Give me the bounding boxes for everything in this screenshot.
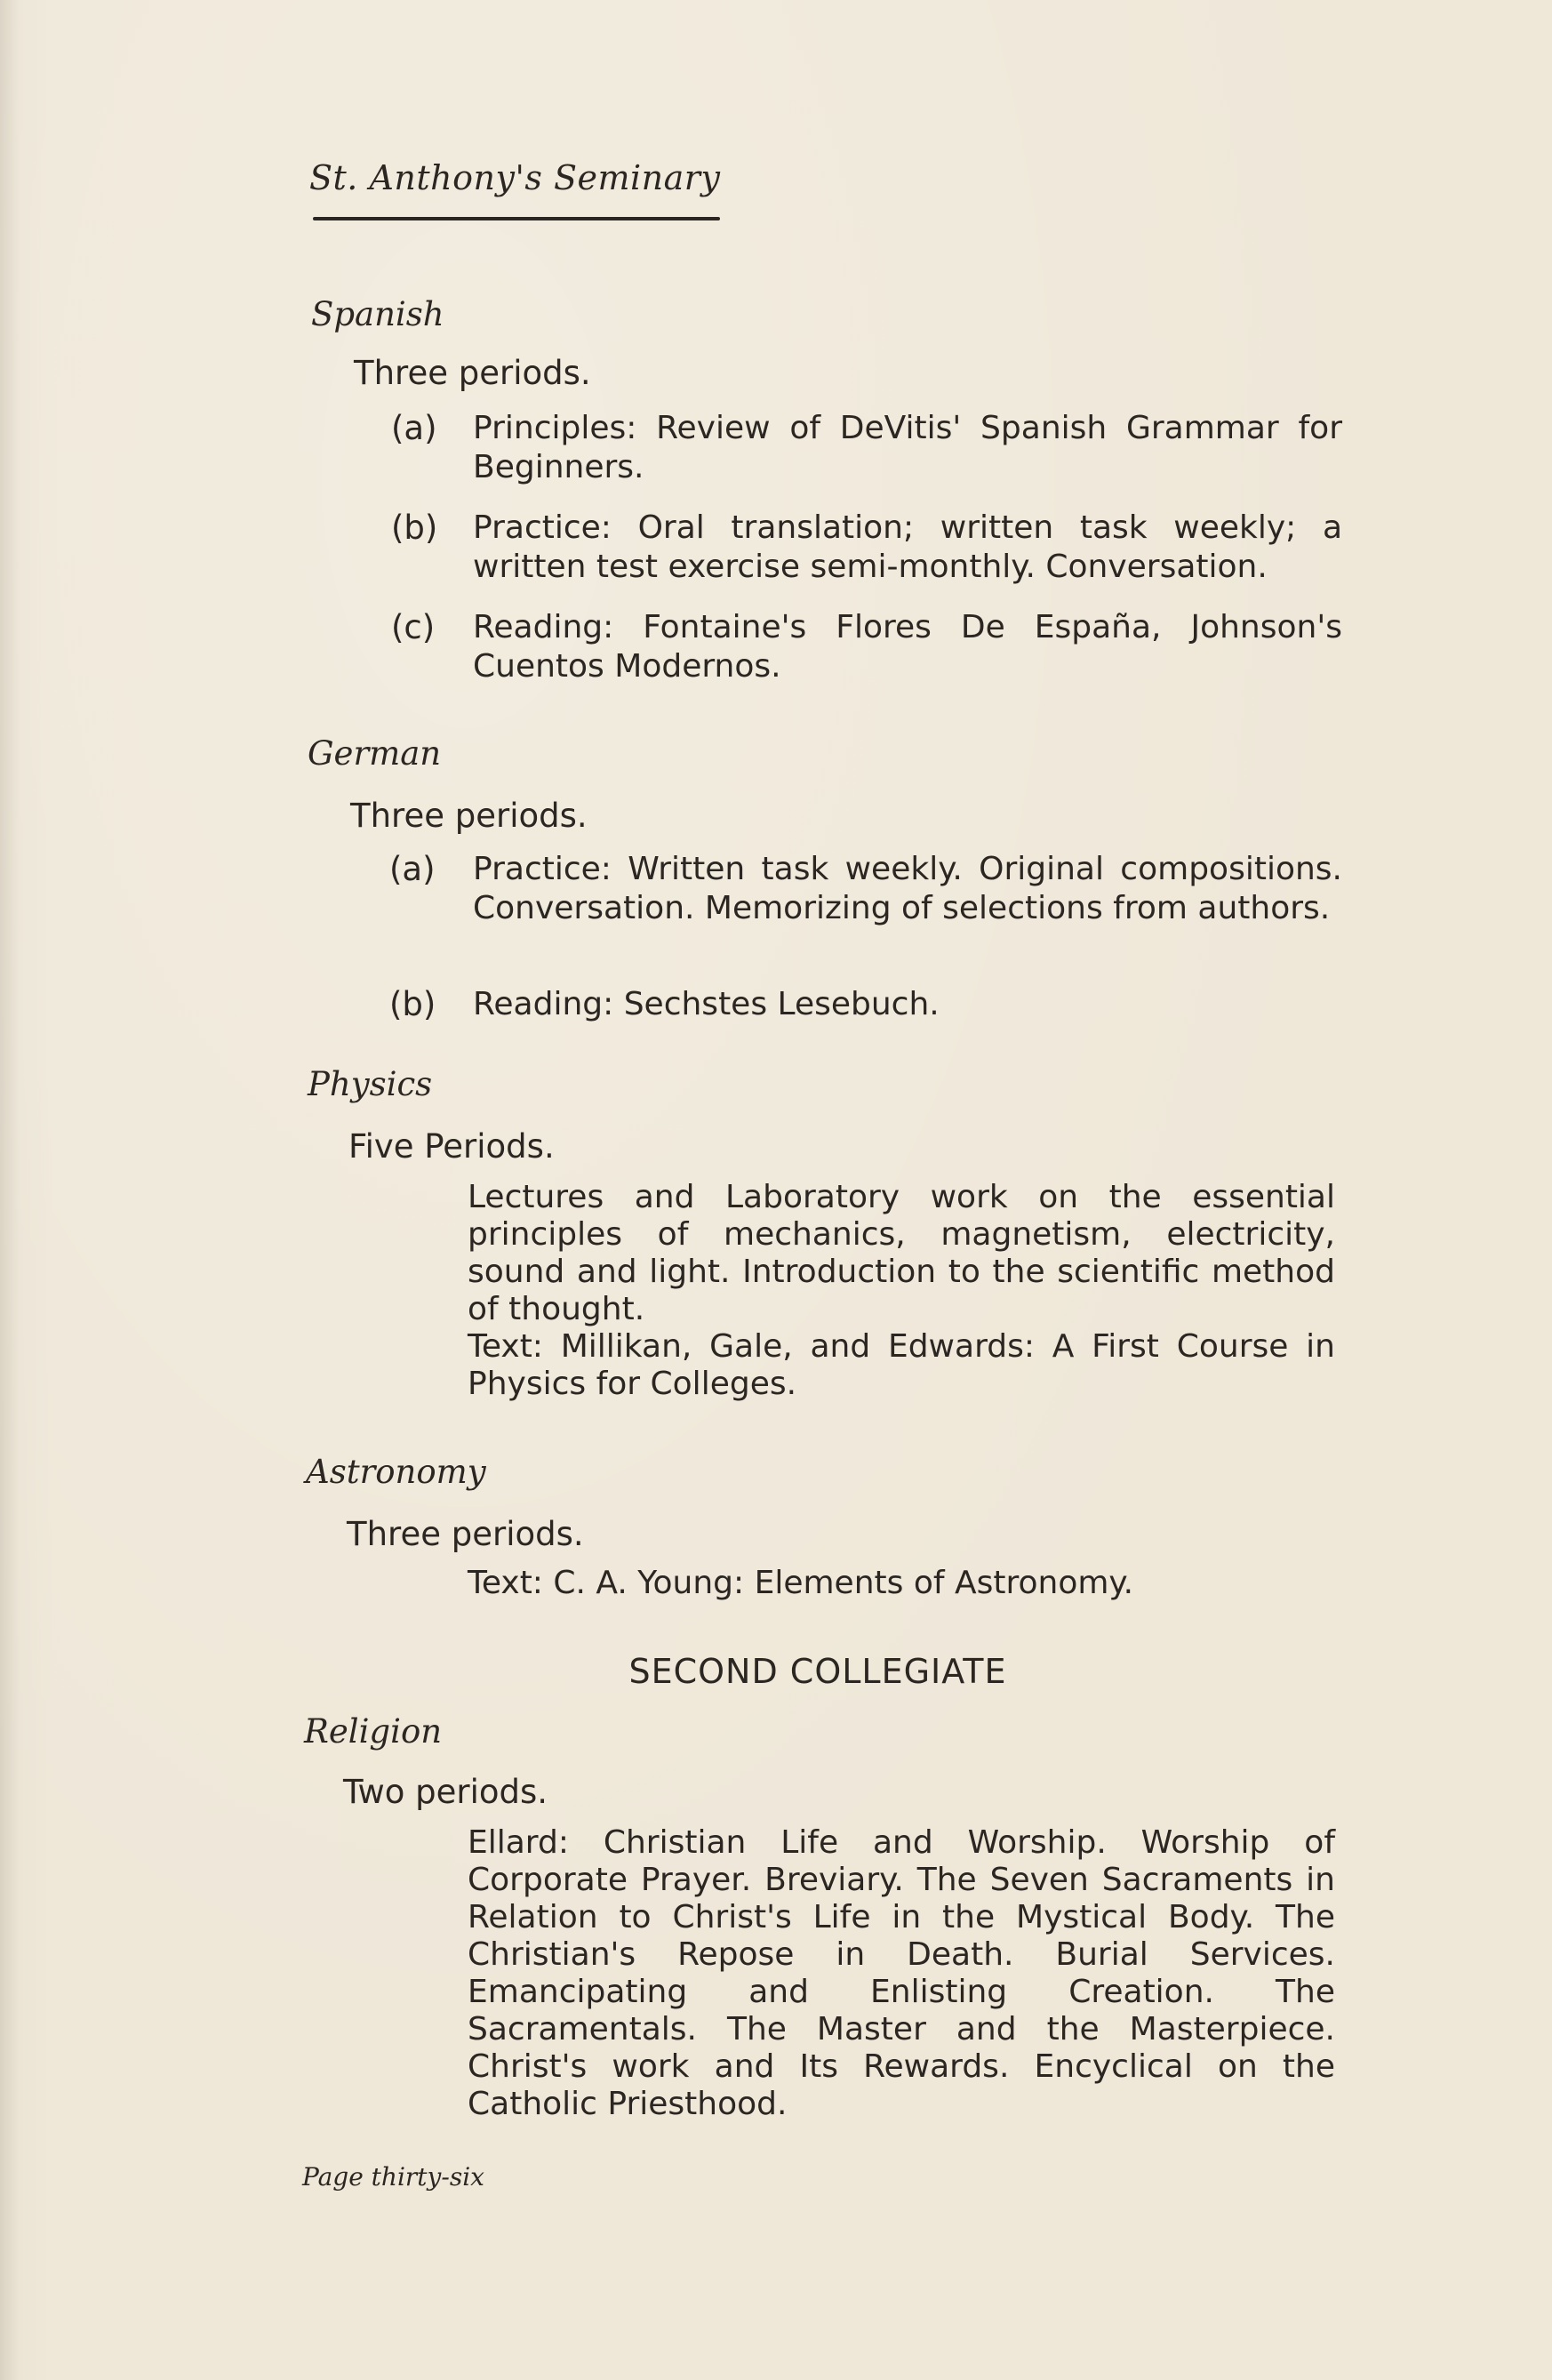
physics-description: Lectures and Laboratory work on the essential principles of mechanics, magnetism, electricity, sound and light. Introduction to the scientific method of thought. xyxy=(468,1179,1335,1327)
physics-periods: Five Periods. xyxy=(348,1127,555,1166)
spanish-item-b-label: (b) xyxy=(391,509,438,547)
german-item-b-text: Reading: Sechstes Lesebuch. xyxy=(473,986,940,1022)
section-heading-second-collegiate: SECOND COLLEGIATE xyxy=(628,1652,1007,1691)
religion-body xyxy=(468,1824,1335,2123)
spanish-item-a-label: (a) xyxy=(391,409,437,447)
section-title-spanish: Spanish xyxy=(311,295,444,333)
astronomy-periods: Three periods. xyxy=(347,1515,584,1553)
spanish-item-c-label: (c) xyxy=(391,608,436,646)
section-title-astronomy: Astronomy xyxy=(306,1453,486,1491)
religion-periods: Two periods. xyxy=(343,1773,548,1811)
german-periods: Three periods. xyxy=(350,797,588,835)
section-title-religion: Religion xyxy=(304,1712,443,1751)
page-number-label: Page thirty-six xyxy=(302,2162,484,2192)
religion-description: Ellard: Christian Life and Worship. Worship of Corporate Prayer. Breviary. The Seven Sacraments in Relation to Christ's Life in the Mystical Body. The Christian's Repose in Death. Burial Services. Emancipating and Enlisting Creation. The Sacramentals. The Master and the Masterpiece. Christ's work and Its Rewards. Encyclical on the Catholic Priesthood. xyxy=(468,1824,1335,2122)
astronomy-body xyxy=(468,1565,1335,1602)
spanish-item-b-text: Practice: Oral translation; written task weekly; a written test exercise semi-monthly. Conversation. xyxy=(473,509,1342,585)
section-title-physics: Physics xyxy=(308,1065,433,1103)
running-title: St. Anthony's Seminary xyxy=(309,158,721,197)
german-item-a-text: Practice: Written task weekly. Original compositions. Conversation. Memorizing of selections from authors. xyxy=(473,851,1342,926)
spanish-item-c-text: Reading: Fontaine's Flores De España, Johnson's Cuentos Modernos. xyxy=(473,609,1342,685)
section-title-german: German xyxy=(308,734,442,773)
spanish-item-a-text: Principles: Review of DeVitis' Spanish Grammar for Beginners. xyxy=(473,410,1342,485)
physics-body xyxy=(468,1179,1335,1403)
header-rule xyxy=(313,217,720,220)
german-item-a-label: (a) xyxy=(389,850,436,888)
spanish-periods: Three periods. xyxy=(354,354,591,392)
astronomy-textbook: Text: C. A. Young: Elements of Astronomy. xyxy=(468,1565,1134,1601)
physics-textbook: Text: Millikan, Gale, and Edwards: A First Course in Physics for Colleges. xyxy=(468,1328,1335,1402)
german-item-b-label: (b) xyxy=(389,985,436,1023)
